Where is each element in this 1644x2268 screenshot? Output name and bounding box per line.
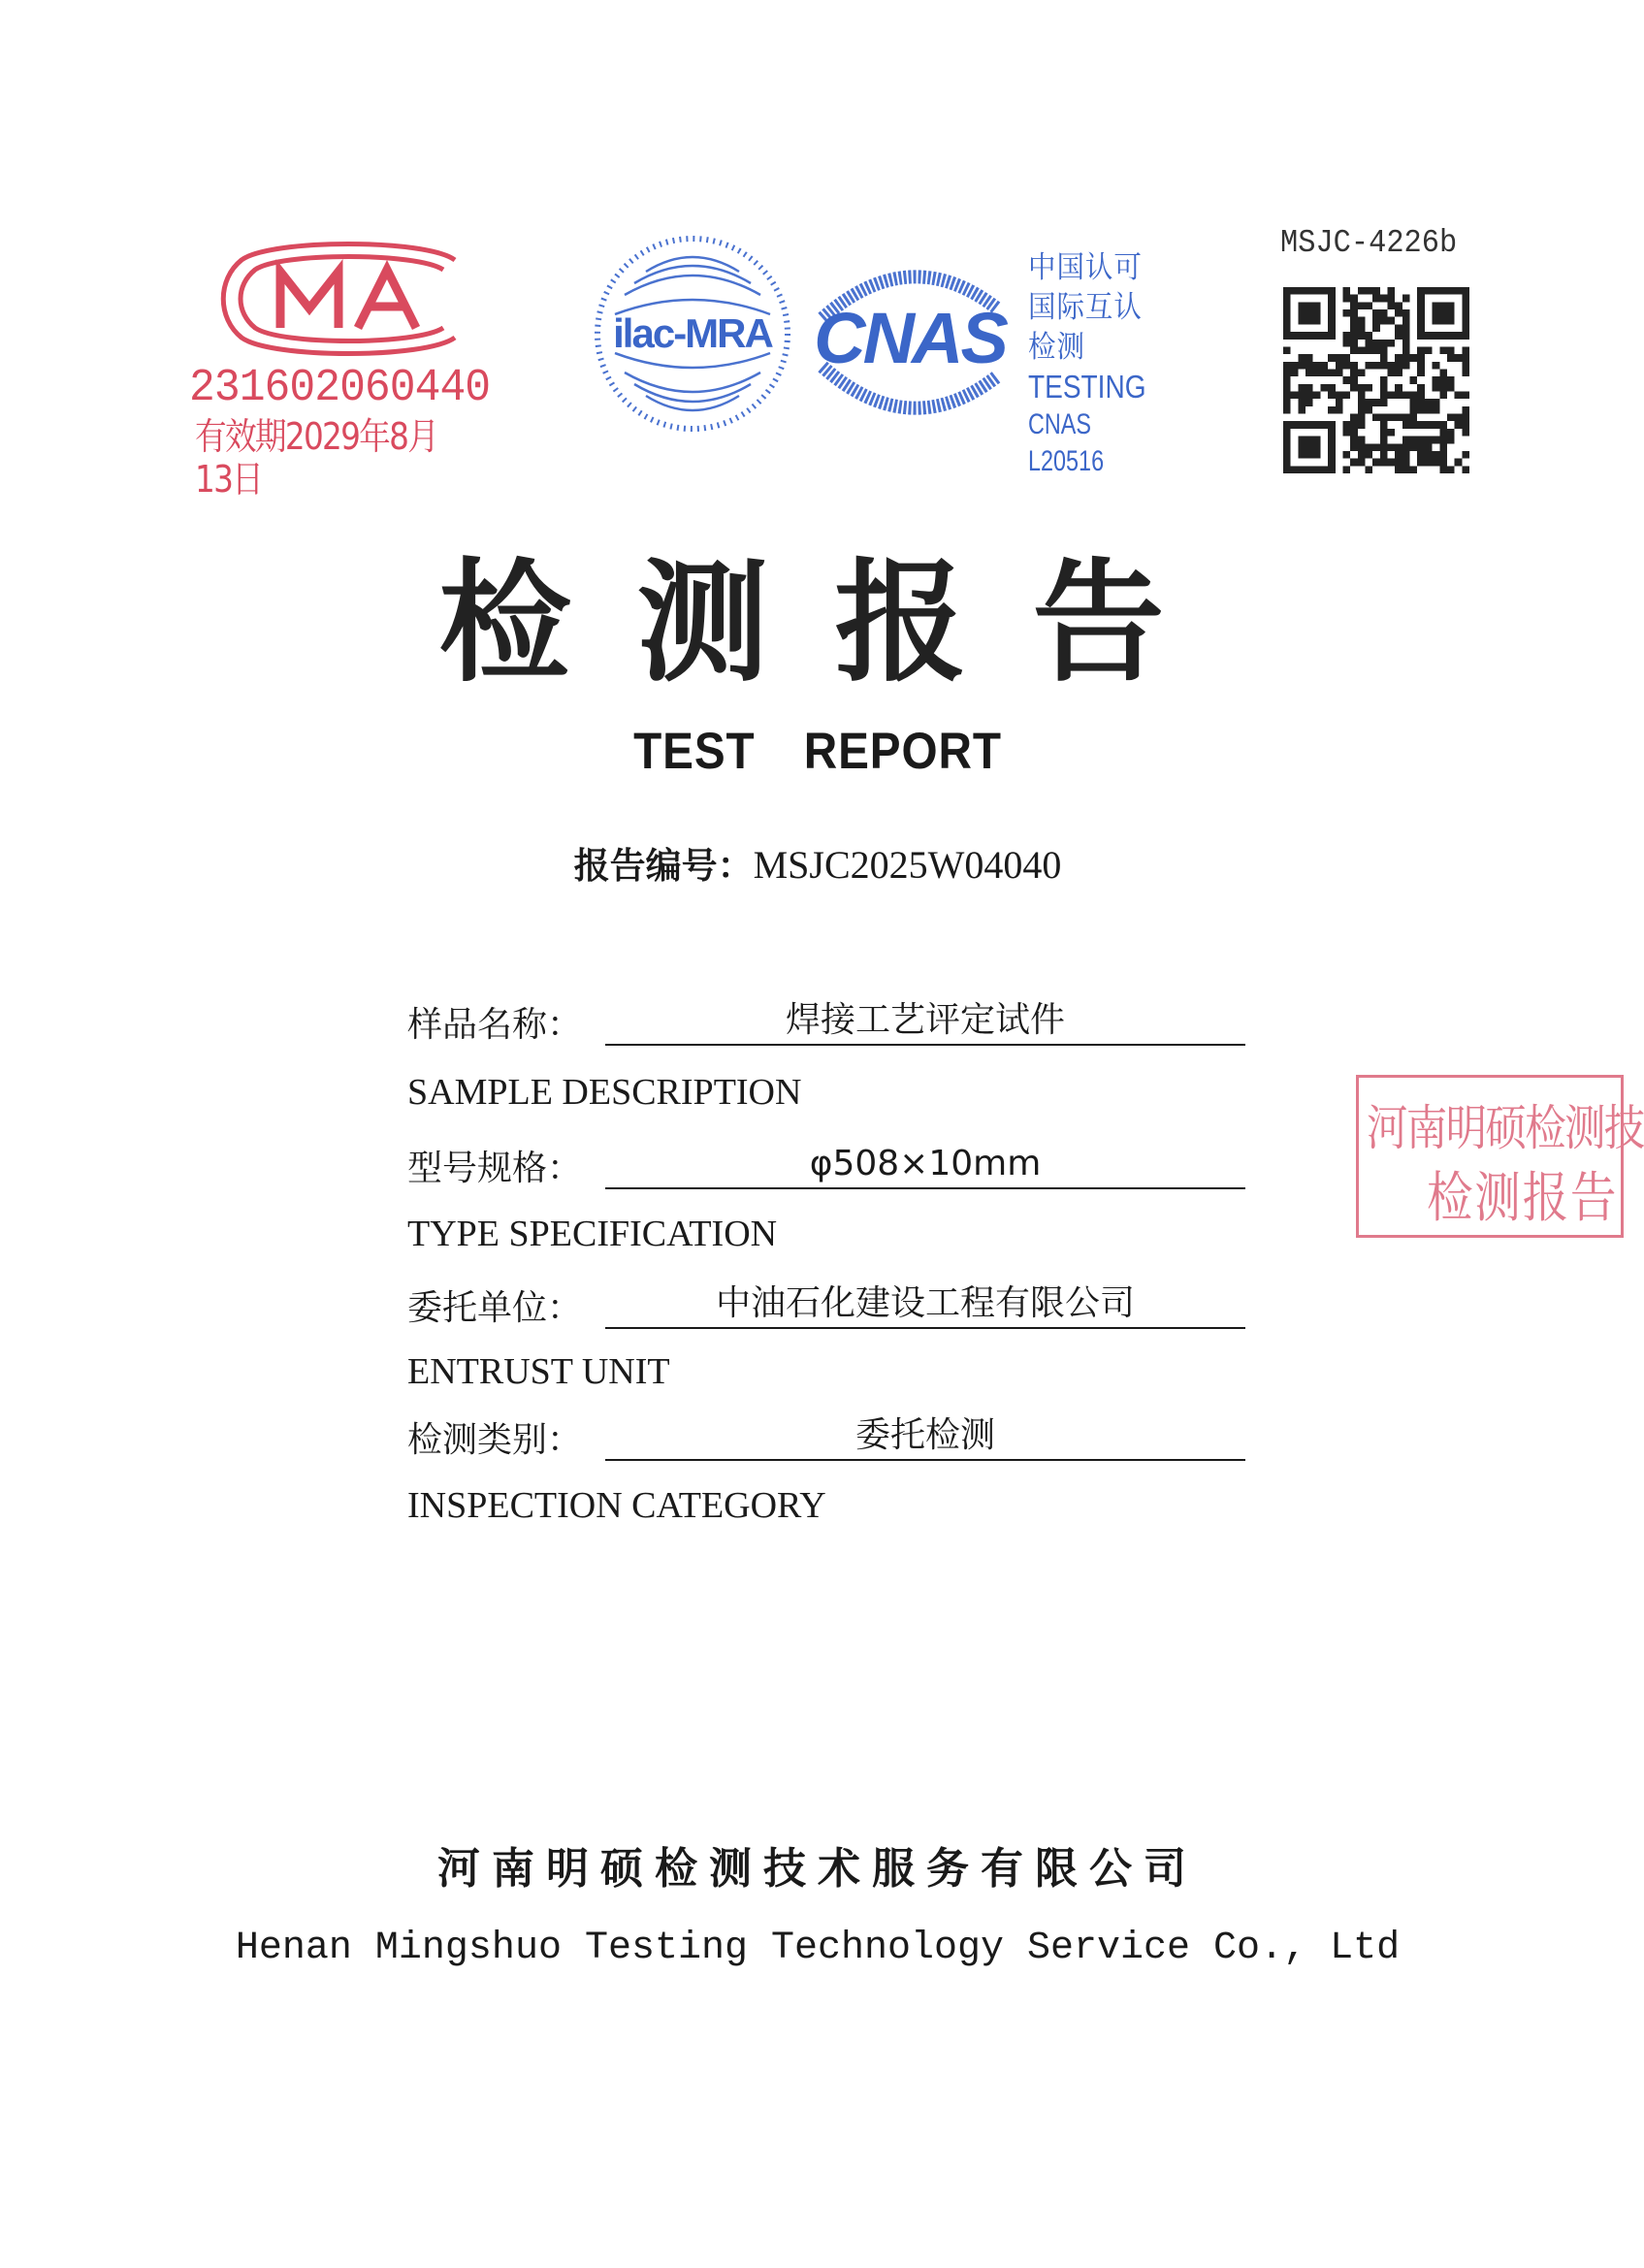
qr-code-icon — [1283, 287, 1469, 473]
cnas-line-2: 国际互认 — [1028, 290, 1143, 325]
report-number-value: MSJC2025W04040 — [753, 843, 1062, 887]
cnas-text-block — [1028, 248, 1183, 480]
field-label-category-en: INSPECTION CATEGORY — [407, 1485, 826, 1526]
cnas-line-1: 中国认可 — [1028, 250, 1143, 285]
cma-logo-icon — [212, 231, 484, 367]
field-label-type-en: TYPE SPECIFICATION — [407, 1214, 778, 1254]
company-stamp — [1356, 1075, 1644, 1238]
field-label-sample-en: SAMPLE DESCRIPTION — [407, 1072, 802, 1113]
report-number — [0, 836, 1635, 889]
cnas-line-3: 检测 — [1028, 330, 1085, 365]
svg-text:CNAS: CNAS — [814, 298, 1006, 378]
cnas-code: CNAS L20516 — [1028, 408, 1105, 477]
cma-number: 231602060440 — [189, 363, 491, 414]
form-code: MSJC-4226b — [1280, 225, 1458, 261]
cnas-logo-icon — [793, 250, 1026, 430]
company-name-en: Henan Mingshuo Testing Technology Service Co., Ltd — [235, 1927, 1401, 1970]
company-stamp-line-1: 河南明硕检测技 — [1367, 1100, 1644, 1156]
field-value-sample: 焊接工艺评定试件 — [605, 997, 1245, 1046]
field-label-type: 型号规格： — [407, 1149, 583, 1188]
field-label-category: 检测类别： — [407, 1420, 583, 1460]
cma-seal — [189, 231, 509, 501]
field-value-category: 委托检测 — [605, 1412, 1245, 1461]
company-stamp-line-2: 检测报告 — [1427, 1167, 1619, 1230]
cma-validity: 有效期2029年8月13日 — [195, 415, 438, 501]
field-value-entrust: 中油石化建设工程有限公司 — [605, 1280, 1245, 1329]
field-label-entrust-en: ENTRUST UNIT — [407, 1351, 670, 1392]
page-title-en: TEST REPORT — [633, 723, 1002, 780]
svg-text:ilac-MRA: ilac-MRA — [613, 310, 772, 356]
field-value-type: φ508×10mm — [605, 1141, 1245, 1189]
cnas-testing: TESTING — [1028, 369, 1146, 405]
page-title: 检测报告 — [438, 545, 1231, 700]
field-label-sample: 样品名称： — [407, 1005, 583, 1045]
report-number-label: 报告编号： — [573, 845, 754, 887]
company-name: 河南明硕检测技术服务有限公司 — [437, 1844, 1198, 1894]
field-label-entrust: 委托单位： — [407, 1288, 583, 1328]
ilac-mra-logo-icon — [586, 227, 799, 440]
